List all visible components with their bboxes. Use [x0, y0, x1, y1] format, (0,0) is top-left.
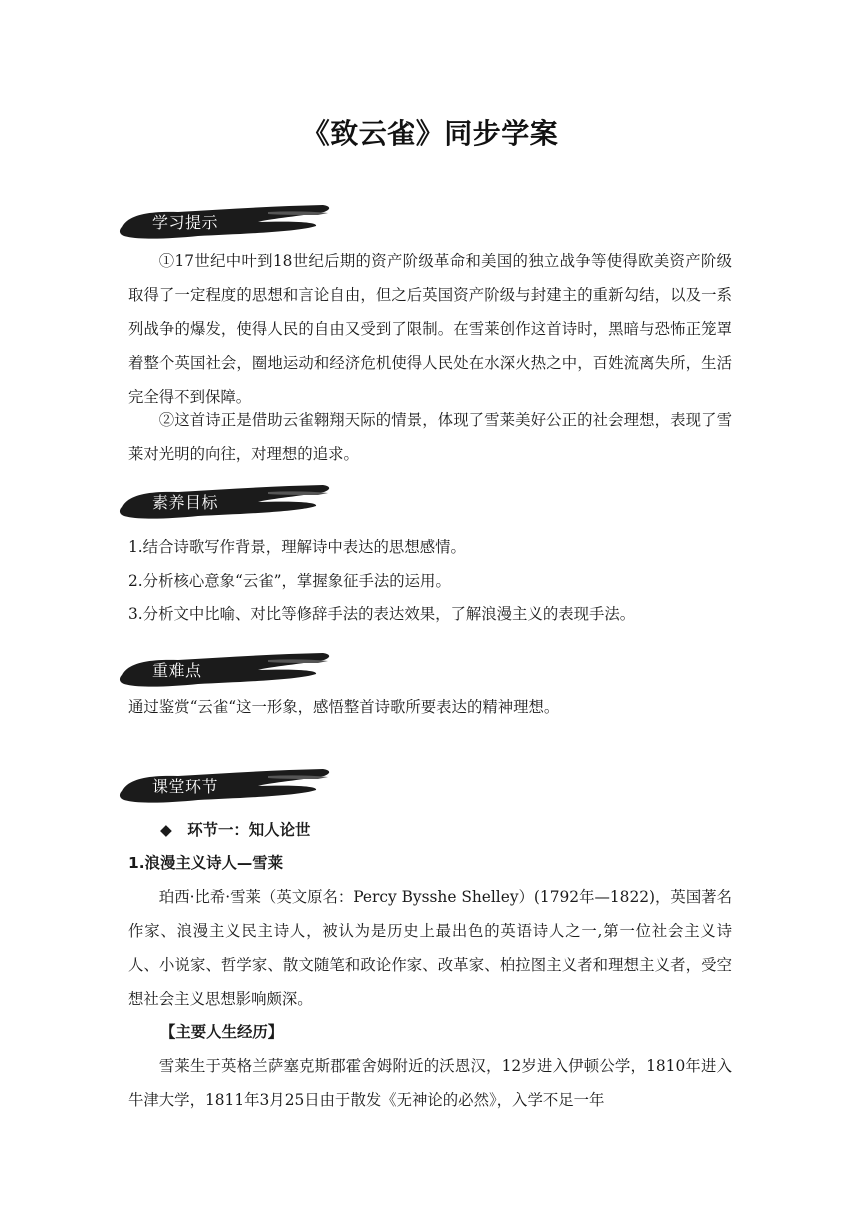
page-title: 《致云雀》同步学案: [301, 117, 559, 150]
poet-heading: 1.浪漫主义诗人—雪莱: [128, 854, 284, 872]
key-point-text: 通过鉴赏“云雀“这一形象，感悟整首诗歌所要表达的精神理想。: [128, 698, 560, 716]
section-label: 重难点: [152, 661, 202, 680]
section-banner-tips: [118, 203, 333, 241]
tips-paragraph-2: ②这首诗正是借助云雀翱翔天际的情景，体现了雪莱美好公正的社会理想，表现了雪莱对光明的向往，对理想的追求。: [128, 411, 732, 463]
section-banner-goals: [118, 483, 333, 521]
step-one-heading: ◆ 环节一：知人论世: [160, 821, 311, 839]
tips-paragraph-1: ①17世纪中叶到18世纪后期的资产阶级革命和美国的独立战争等使得欧美资产阶级取得了一定程度的思想和言论自由，但之后英国资产阶级与封建主的重新勾结，以及一系列战争的爆发，使得人民的自由又受到了限制。在雪莱创作这首诗时，黑暗与恐怖正笼罩着整个英国社会，圈地运动和经济危机使得人民处在水深火热之中，百姓流离失所，生活完全得不到保障。: [128, 252, 732, 406]
brush-stroke-icon: [118, 483, 333, 521]
brush-stroke-icon: [118, 203, 333, 241]
brush-stroke-icon: [118, 767, 333, 805]
life-experience-paragraph: 雪莱生于英格兰萨塞克斯郡霍舍姆附近的沃恩汉，12岁进入伊顿公学，1810年进入牛津大学，1811年3月25日由于散发《无神论的必然》，入学不足一年: [128, 1057, 732, 1109]
section-label: 课堂环节: [152, 777, 219, 796]
brush-stroke-icon: [118, 651, 333, 689]
life-experience-heading: 【主要人生经历】: [160, 1023, 284, 1041]
section-label: 素养目标: [152, 493, 219, 512]
poet-intro-paragraph: 珀西·比希·雪莱（英文原名：Percy Bysshe Shelley）(1792年—1822)，英国著名作家、浪漫主义民主诗人，被认为是历史上最出色的英语诗人之一,第一位社会主义诗人、小说家、哲学家、散文随笔和政论作家、改革家、柏拉图主义者和理想主义者，受空想社会主义思想影响颇深。: [128, 888, 732, 1008]
goal-item-3: 3.分析文中比喻、对比等修辞手法的表达效果，了解浪漫主义的表现手法。: [128, 605, 636, 623]
goal-item-2: 2.分析核心意象“云雀”，掌握象征手法的运用。: [128, 572, 451, 590]
section-banner-class: [118, 767, 333, 805]
section-label: 学习提示: [152, 213, 219, 232]
section-banner-key: [118, 651, 333, 689]
goal-item-1: 1.结合诗歌写作背景，理解诗中表达的思想感情。: [128, 538, 466, 556]
